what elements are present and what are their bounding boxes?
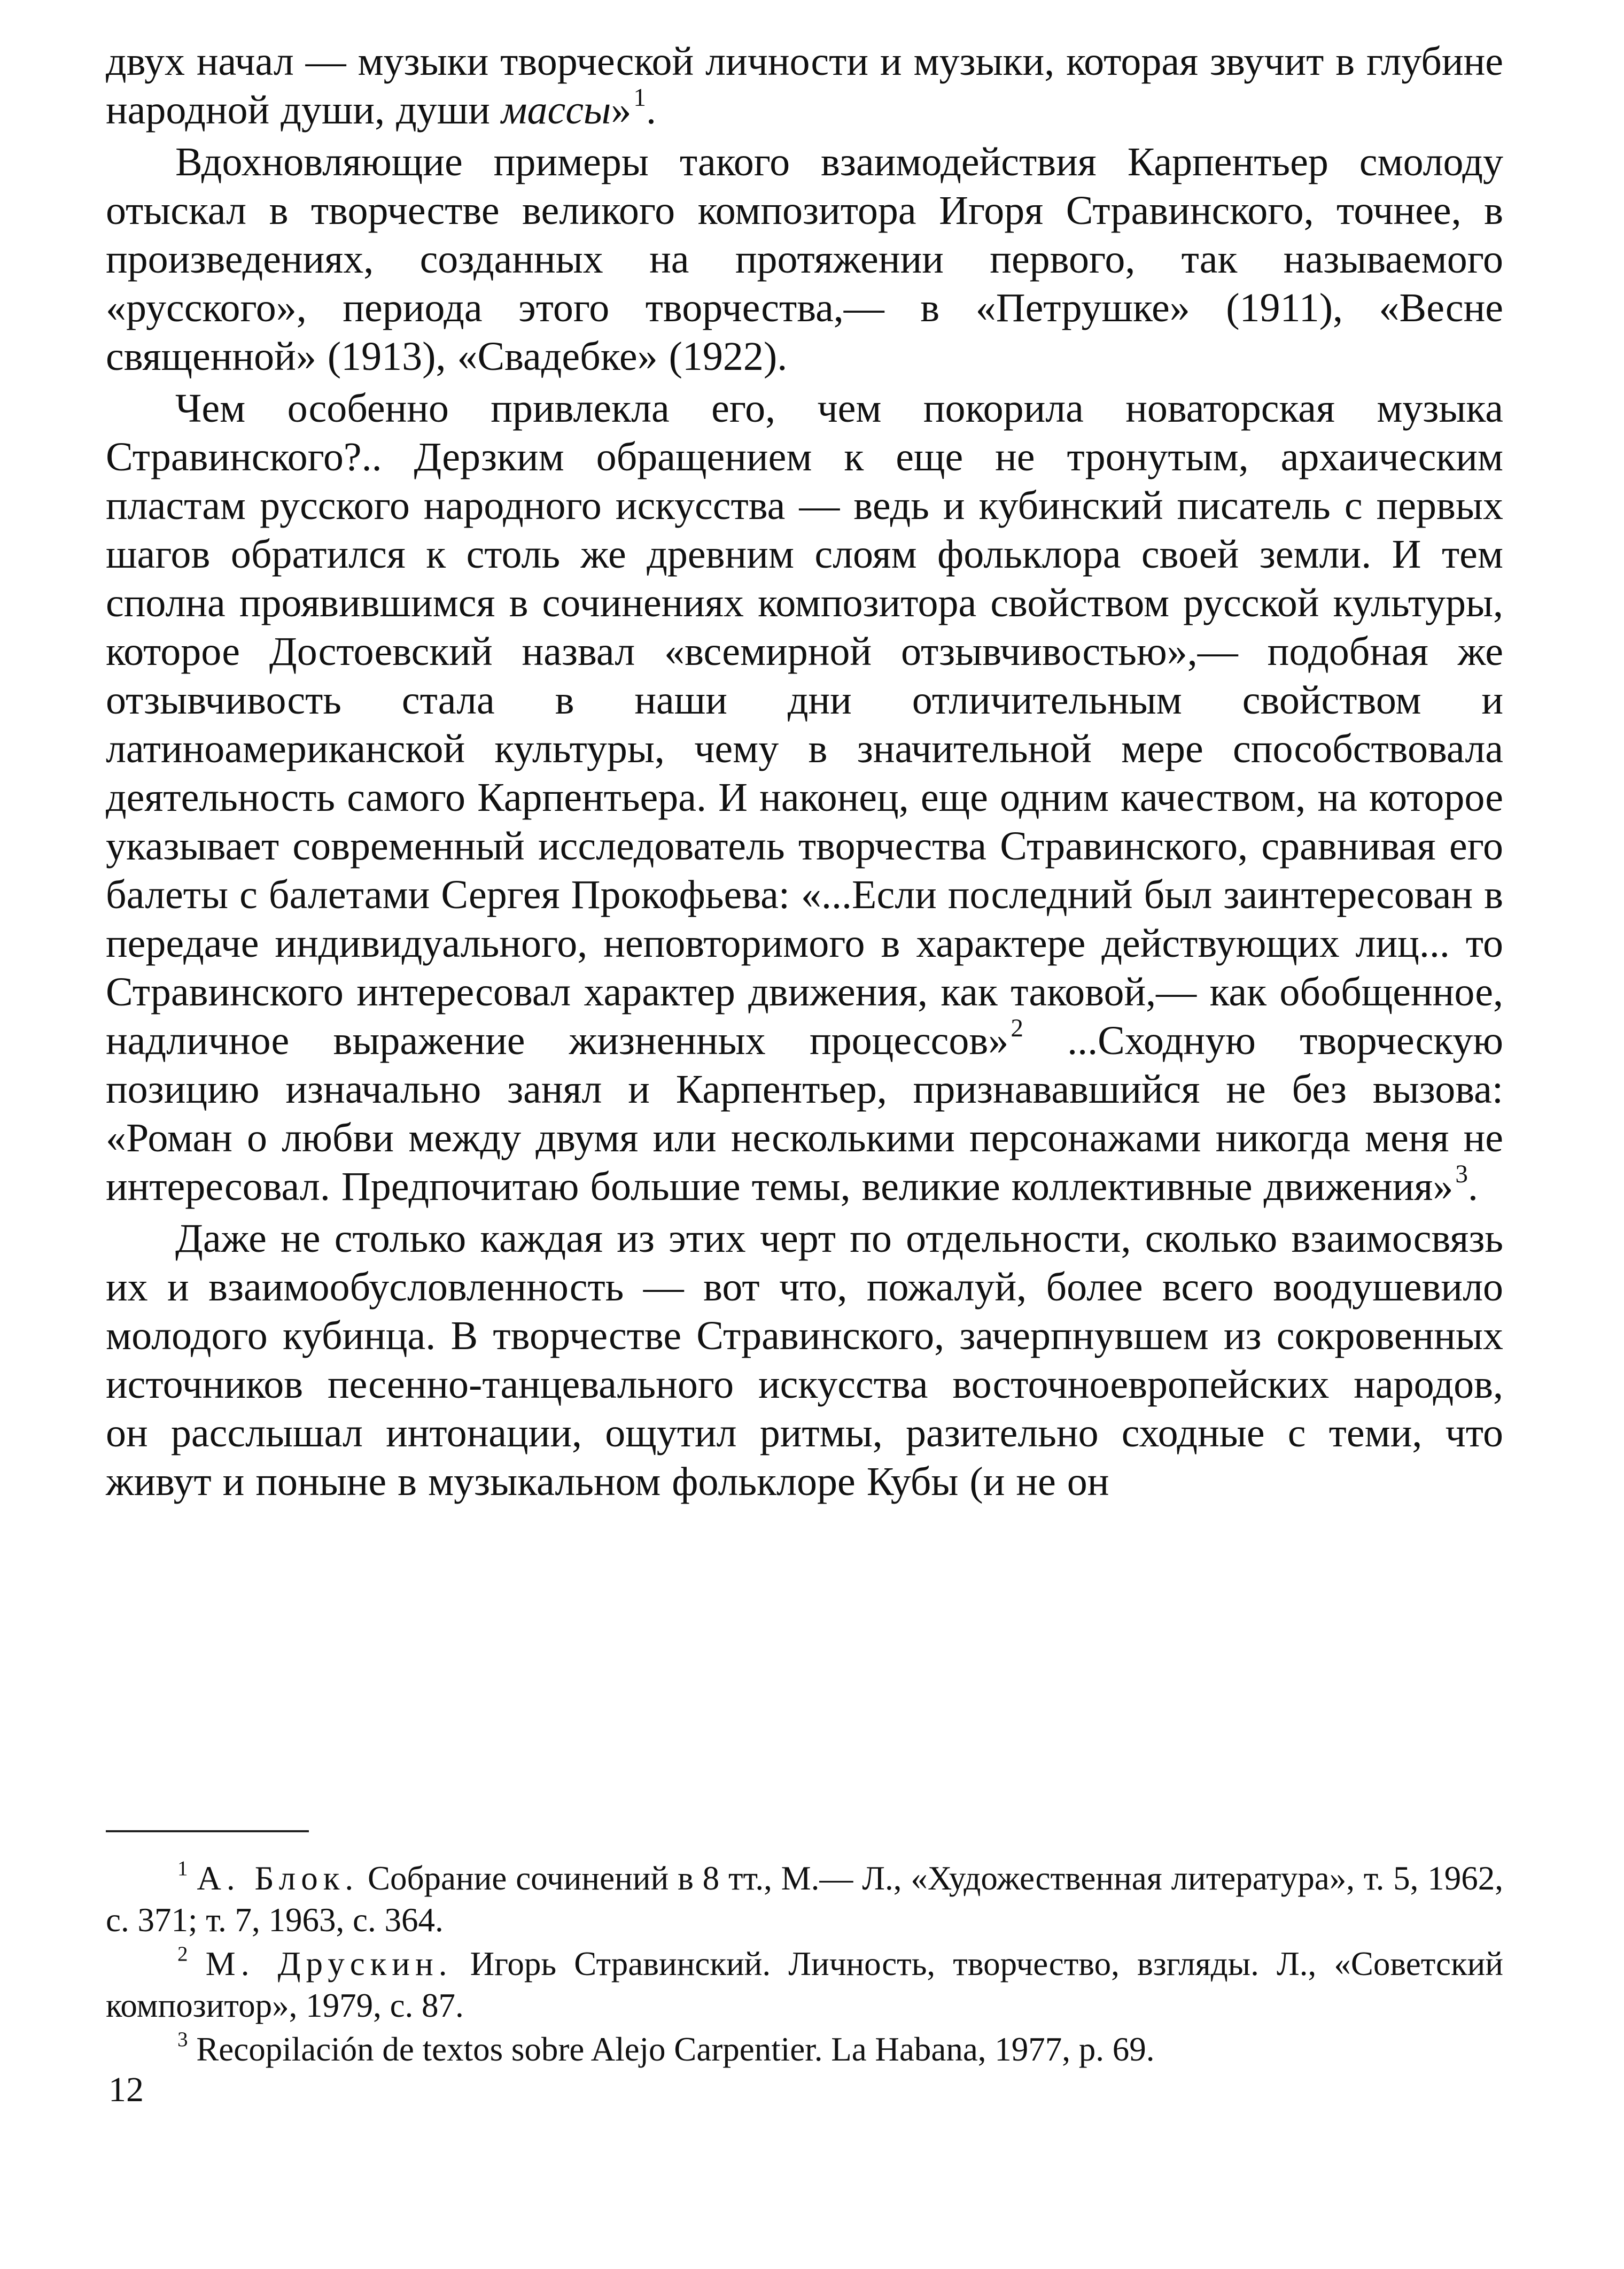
- footnote-ref-1[interactable]: 1: [633, 84, 646, 112]
- paragraph-text: Вдохновляющие примеры такого взаимодействия Карпентьер смолоду отыскал в творчестве великого композитора Игоря Стравинского, точнее, в произведениях, созданных на протяжении первого, так называемого «русского», периода этого творчества,— в «Петрушке» (1911), «Весне священной» (1913), «Свадебке» (1922).: [106, 140, 1503, 379]
- paragraph-tail: ...Сходную творческую позицию изначально занял и Карпентьер, признававшийся не без вызова: «Роман о любви между двумя или несколькими персонажами никогда меня не интересовал. Предпочитаю большие темы, великие коллективные движения»: [106, 1018, 1503, 1209]
- main-text: [106, 37, 1503, 1509]
- footnote-1: [106, 1857, 1503, 1941]
- paragraph-text: Чем особенно привлекла его, чем покорила новаторская музыка Стравинского?.. Дерзким обращением к еще не тронутым, архаическим пластам русского народного искусства — ведь и кубинский писатель с первых шагов обратился к столь же древним слоям фольклора своей земли. И тем сполна проявившимся в сочинениях композитора свойством русской культуры, которое Достоевский назвал «всемирной отзывчивостью»,— подобная же отзывчивость стала в наши дни отличительным свойством и латиноамериканской культуры, чему в значительной мере способствовала деятельность самого Карпентьера. И наконец, еще одним качеством, на которое указывает современный исследователь творчества Стравинского, сравнивая его балеты с балетами Сергея Прокофьева: «...Если последний был заинтересован в передаче индивидуального, неповторимого в характере действующих лиц... то Стравинского интересовал характер движения, как таковой,— как обобщенное, надличное выражение жизненных процессов»: [106, 386, 1503, 1063]
- paragraph-tail: .: [646, 88, 656, 133]
- footnote-author: А. Блок.: [197, 1860, 359, 1897]
- page-number: 12: [108, 2070, 144, 2109]
- paragraph-text: Даже не столько каждая из этих черт по отдельности, сколько взаимосвязь их и взаимообусловленность — вот что, пожалуй, более всего воодушевило молодого кубинца. В творчестве Стравинского, зачерпнувшем из сокровенных источников песенно-танцевального искусства восточноевропейских народов, он расслышал интонации, ощутил ритмы, разительно сходные с теми, что живут и поныне в музыкальном фольклоре Кубы (и не он: [106, 1216, 1503, 1504]
- footnote-ref-2[interactable]: 2: [1011, 1015, 1023, 1043]
- footnote-author: М. Друскин.: [205, 1945, 453, 1983]
- footnote-divider: [106, 1830, 309, 1832]
- footnote-ref-3[interactable]: 3: [1455, 1160, 1468, 1189]
- paragraph-tail-2: .: [1467, 1164, 1478, 1209]
- footnote-number: 2: [177, 1942, 188, 1965]
- footnote-number: 1: [177, 1856, 188, 1880]
- paragraph-text: двух начал — музыки творческой личности и музыки, которая звучит в глубине народной души, души: [106, 39, 1503, 133]
- footnote-text: Игорь Стравинский. Личность, творчество, взгляды. Л., «Советский композитор», 1979, с. 87.: [106, 1945, 1503, 2024]
- footnotes: [106, 1857, 1503, 2072]
- paragraph: [106, 384, 1503, 1211]
- paragraph: [106, 138, 1503, 381]
- emphasis-text: массы: [501, 88, 611, 133]
- quote-close: »: [611, 88, 632, 133]
- footnote-text: Собрание сочинений в 8 тт., М.— Л., «Художественная литература», т. 5, 1962, с. 371; т. 7, 1963, с. 364.: [106, 1860, 1504, 1939]
- paragraph-continuation: [106, 37, 1503, 135]
- footnote-3: [106, 2028, 1503, 2070]
- footnote-2: [106, 1943, 1503, 2026]
- paragraph: [106, 1214, 1503, 1506]
- footnote-text: Recopilación de textos sobre Alejo Carpentier. La Habana, 1977, p. 69.: [188, 2031, 1155, 2068]
- footnote-number: 3: [177, 2027, 188, 2051]
